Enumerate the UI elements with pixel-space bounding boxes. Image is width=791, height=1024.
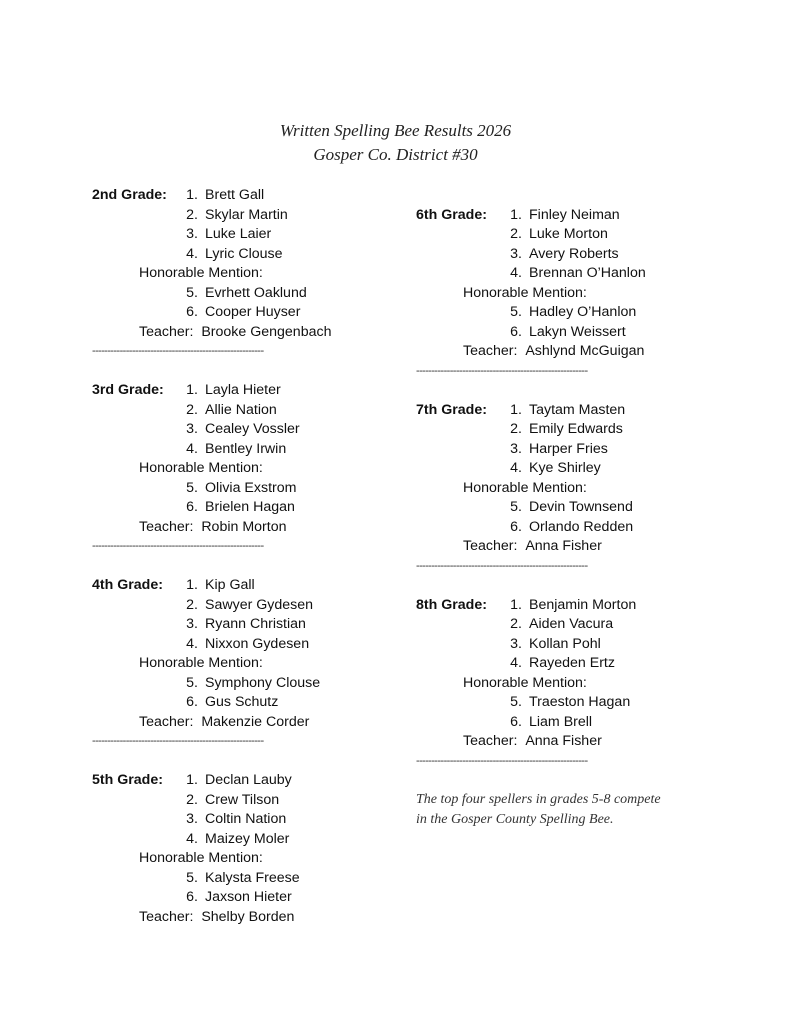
place-number: 5. bbox=[186, 674, 198, 691]
list-item bbox=[92, 420, 382, 440]
separator-line: -------------------------------------------------------- bbox=[92, 735, 264, 747]
right-column bbox=[416, 206, 706, 791]
student-name: Brennan O’Hanlon bbox=[529, 265, 646, 281]
list-item bbox=[416, 206, 706, 226]
place-number: 5. bbox=[510, 499, 522, 515]
place-number: 6. bbox=[186, 304, 198, 320]
honorable-mention-heading bbox=[416, 674, 706, 694]
place-number: 4. bbox=[186, 635, 198, 652]
place-number: 1. bbox=[510, 596, 522, 613]
teacher-name: Shelby Borden bbox=[201, 908, 295, 925]
student-name: Maizey Moler bbox=[205, 830, 290, 847]
place-number: 2. bbox=[186, 206, 198, 223]
teacher bbox=[139, 713, 309, 733]
left-column bbox=[92, 186, 382, 927]
title-line-2: Gosper Co. District #30 bbox=[313, 145, 478, 164]
list-item bbox=[92, 284, 382, 304]
list-item bbox=[92, 791, 382, 811]
list-item bbox=[92, 303, 382, 323]
footnote-line-1: The top four spellers in grades 5-8 compete bbox=[416, 792, 661, 807]
grade-block bbox=[92, 771, 382, 927]
teacher-row bbox=[416, 537, 706, 557]
teacher bbox=[463, 732, 602, 752]
student-name: Evrhett Oaklund bbox=[205, 284, 307, 301]
grade-label: 2nd Grade: bbox=[92, 187, 167, 203]
list-item bbox=[92, 186, 382, 206]
student-name: Lakyn Weissert bbox=[529, 323, 626, 340]
teacher-row bbox=[416, 342, 706, 362]
place-number: 3. bbox=[510, 245, 522, 262]
grade-block bbox=[92, 186, 382, 342]
list-item bbox=[92, 615, 382, 635]
student-name: Bentley Irwin bbox=[205, 440, 287, 457]
place-number: 5. bbox=[510, 304, 522, 320]
honorable-mention-label: Honorable Mention: bbox=[463, 479, 587, 496]
teacher-label: Teacher: bbox=[139, 713, 194, 730]
honorable-mention-heading bbox=[416, 284, 706, 304]
student-name: Kip Gall bbox=[205, 577, 255, 593]
list-item bbox=[416, 713, 706, 733]
list-item bbox=[92, 479, 382, 499]
teacher-label: Teacher: bbox=[463, 733, 518, 749]
teacher-label: Teacher: bbox=[139, 518, 194, 535]
list-item bbox=[92, 401, 382, 421]
place-number: 2. bbox=[510, 421, 522, 437]
student-name: Cooper Huyser bbox=[205, 304, 301, 320]
teacher bbox=[139, 908, 294, 928]
list-item bbox=[92, 245, 382, 265]
list-item bbox=[92, 869, 382, 889]
grade-block bbox=[92, 576, 382, 732]
place-number: 5. bbox=[510, 694, 522, 710]
teacher bbox=[463, 537, 602, 557]
grade-block bbox=[416, 206, 706, 362]
student-name: Kye Shirley bbox=[529, 460, 601, 476]
student-name: Avery Roberts bbox=[529, 245, 619, 262]
footnote-line-2: in the Gosper County Spelling Bee. bbox=[416, 812, 614, 827]
list-item bbox=[416, 615, 706, 635]
student-name: Olivia Exstrom bbox=[205, 479, 297, 496]
student-name: Brett Gall bbox=[205, 187, 265, 203]
teacher-row bbox=[92, 518, 382, 538]
place-number: 3. bbox=[186, 811, 198, 827]
student-name: Liam Brell bbox=[529, 713, 593, 730]
student-name: Kollan Pohl bbox=[529, 635, 601, 652]
student-name: Nixxon Gydesen bbox=[205, 635, 310, 652]
honorable-mention-heading bbox=[416, 479, 706, 499]
honorable-mention-label: Honorable Mention: bbox=[463, 674, 587, 691]
place-number: 4. bbox=[186, 245, 198, 262]
student-name: Finley Neiman bbox=[529, 206, 620, 223]
student-name: Luke Morton bbox=[529, 226, 608, 242]
place-number: 2. bbox=[510, 616, 522, 632]
teacher bbox=[463, 342, 644, 362]
list-item bbox=[416, 654, 706, 674]
place-number: 3. bbox=[186, 421, 198, 437]
place-number: 2. bbox=[510, 226, 522, 242]
title-line-1: Written Spelling Bee Results 2026 bbox=[279, 121, 512, 140]
honorable-mention-label: Honorable Mention: bbox=[463, 284, 587, 301]
student-name: Brielen Hagan bbox=[205, 499, 295, 515]
student-name: Lyric Clouse bbox=[205, 245, 283, 262]
grade-label: 3rd Grade: bbox=[92, 382, 164, 398]
student-name: Rayeden Ertz bbox=[529, 655, 615, 671]
honorable-mention-label: Honorable Mention: bbox=[139, 655, 263, 671]
place-number: 6. bbox=[510, 713, 522, 730]
student-name: Orlando Redden bbox=[529, 518, 634, 535]
place-number: 1. bbox=[186, 187, 198, 203]
place-number: 3. bbox=[510, 635, 522, 652]
grade-label: 7th Grade: bbox=[416, 401, 487, 418]
list-item bbox=[416, 303, 706, 323]
teacher-name: Brooke Gengenbach bbox=[201, 323, 332, 340]
place-number: 5. bbox=[186, 284, 198, 301]
place-number: 2. bbox=[186, 401, 198, 418]
list-item bbox=[92, 830, 382, 850]
place-number: 4. bbox=[510, 265, 522, 281]
place-number: 6. bbox=[510, 518, 522, 535]
list-item bbox=[416, 225, 706, 245]
spacer bbox=[92, 752, 382, 772]
list-item bbox=[416, 596, 706, 616]
honorable-mention-label: Honorable Mention: bbox=[139, 850, 263, 866]
teacher-label: Teacher: bbox=[139, 323, 194, 340]
list-item bbox=[92, 771, 382, 791]
teacher-name: Makenzie Corder bbox=[201, 713, 310, 730]
teacher-label: Teacher: bbox=[463, 538, 518, 554]
student-name: Aiden Vacura bbox=[529, 616, 614, 632]
teacher-row bbox=[92, 908, 382, 928]
student-name: Coltin Nation bbox=[205, 811, 287, 827]
list-item bbox=[416, 323, 706, 343]
student-name: Taytam Masten bbox=[529, 401, 626, 418]
student-name: Devin Townsend bbox=[529, 499, 633, 515]
place-number: 1. bbox=[510, 206, 522, 223]
student-name: Gus Schutz bbox=[205, 694, 279, 710]
list-item bbox=[416, 459, 706, 479]
teacher-row bbox=[92, 323, 382, 343]
spacer bbox=[92, 557, 382, 577]
student-name: Harper Fries bbox=[529, 440, 608, 457]
place-number: 1. bbox=[186, 772, 198, 788]
separator-line: -------------------------------------------------------- bbox=[92, 345, 264, 357]
honorable-mention-heading bbox=[92, 654, 382, 674]
teacher-name: Robin Morton bbox=[201, 518, 287, 535]
spacer bbox=[416, 381, 706, 401]
list-item bbox=[92, 206, 382, 226]
teacher-name: Ashlynd McGuigan bbox=[525, 343, 645, 359]
list-item bbox=[92, 810, 382, 830]
place-number: 4. bbox=[186, 440, 198, 457]
footnote bbox=[416, 790, 716, 830]
student-name: Hadley O’Hanlon bbox=[529, 304, 637, 320]
list-item bbox=[92, 225, 382, 245]
list-item bbox=[416, 440, 706, 460]
place-number: 6. bbox=[186, 694, 198, 710]
place-number: 2. bbox=[186, 791, 198, 808]
list-item bbox=[416, 401, 706, 421]
list-item bbox=[416, 635, 706, 655]
student-name: Benjamin Morton bbox=[529, 596, 637, 613]
place-number: 2. bbox=[186, 596, 198, 613]
list-item bbox=[416, 245, 706, 265]
teacher-label: Teacher: bbox=[463, 343, 518, 359]
list-item bbox=[416, 693, 706, 713]
place-number: 4. bbox=[510, 655, 522, 671]
honorable-mention-label: Honorable Mention: bbox=[139, 460, 263, 476]
place-number: 3. bbox=[186, 616, 198, 632]
student-name: Symphony Clouse bbox=[205, 674, 321, 691]
list-item bbox=[92, 440, 382, 460]
honorable-mention-heading bbox=[92, 264, 382, 284]
student-name: Sawyer Gydesen bbox=[205, 596, 314, 613]
grade-block bbox=[416, 401, 706, 557]
place-number: 3. bbox=[510, 440, 522, 457]
honorable-mention-label: Honorable Mention: bbox=[139, 265, 263, 281]
separator-line: -------------------------------------------------------- bbox=[416, 364, 588, 377]
teacher bbox=[139, 323, 331, 343]
teacher-label: Teacher: bbox=[139, 908, 194, 925]
grade-label: 5th Grade: bbox=[92, 772, 163, 788]
student-name: Ryann Christian bbox=[205, 616, 306, 632]
honorable-mention-heading bbox=[92, 849, 382, 869]
separator-line: -------------------------------------------------------- bbox=[92, 540, 264, 552]
separator-line: -------------------------------------------------------- bbox=[416, 754, 588, 767]
list-item bbox=[92, 635, 382, 655]
student-name: Allie Nation bbox=[205, 401, 277, 418]
list-item bbox=[92, 693, 382, 713]
student-name: Cealey Vossler bbox=[205, 421, 300, 437]
grade-label: 6th Grade: bbox=[416, 206, 487, 223]
list-item bbox=[92, 381, 382, 401]
spacer bbox=[416, 771, 706, 791]
place-number: 6. bbox=[186, 499, 198, 515]
grade-block bbox=[92, 381, 382, 537]
honorable-mention-heading bbox=[92, 459, 382, 479]
place-number: 6. bbox=[510, 323, 522, 340]
place-number: 1. bbox=[186, 577, 198, 593]
student-name: Luke Laier bbox=[205, 226, 272, 242]
student-name: Kalysta Freese bbox=[205, 869, 300, 886]
teacher bbox=[139, 518, 286, 538]
list-item bbox=[416, 498, 706, 518]
grade-label: 8th Grade: bbox=[416, 596, 487, 613]
place-number: 5. bbox=[186, 869, 198, 886]
place-number: 4. bbox=[186, 830, 198, 847]
spacer bbox=[416, 576, 706, 596]
list-item bbox=[92, 888, 382, 908]
place-number: 6. bbox=[186, 889, 198, 905]
place-number: 3. bbox=[186, 226, 198, 242]
teacher-name: Anna Fisher bbox=[525, 538, 602, 554]
spacer bbox=[92, 362, 382, 382]
place-number: 1. bbox=[186, 382, 198, 398]
student-name: Emily Edwards bbox=[529, 421, 623, 437]
list-item bbox=[92, 596, 382, 616]
student-name: Declan Lauby bbox=[205, 772, 292, 788]
grade-block bbox=[416, 596, 706, 752]
list-item bbox=[92, 576, 382, 596]
student-name: Skylar Martin bbox=[205, 206, 288, 223]
list-item bbox=[416, 264, 706, 284]
place-number: 4. bbox=[510, 460, 522, 476]
student-name: Jaxson Hieter bbox=[205, 889, 292, 905]
list-item bbox=[416, 420, 706, 440]
list-item bbox=[92, 674, 382, 694]
teacher-name: Anna Fisher bbox=[525, 733, 602, 749]
student-name: Crew Tilson bbox=[205, 791, 280, 808]
teacher-row bbox=[416, 732, 706, 752]
list-item bbox=[416, 518, 706, 538]
student-name: Layla Hieter bbox=[205, 382, 281, 398]
place-number: 5. bbox=[186, 479, 198, 496]
teacher-row bbox=[92, 713, 382, 733]
list-item bbox=[92, 498, 382, 518]
grade-label: 4th Grade: bbox=[92, 577, 163, 593]
separator-line: -------------------------------------------------------- bbox=[416, 559, 588, 572]
student-name: Traeston Hagan bbox=[529, 694, 631, 710]
place-number: 1. bbox=[510, 401, 522, 418]
